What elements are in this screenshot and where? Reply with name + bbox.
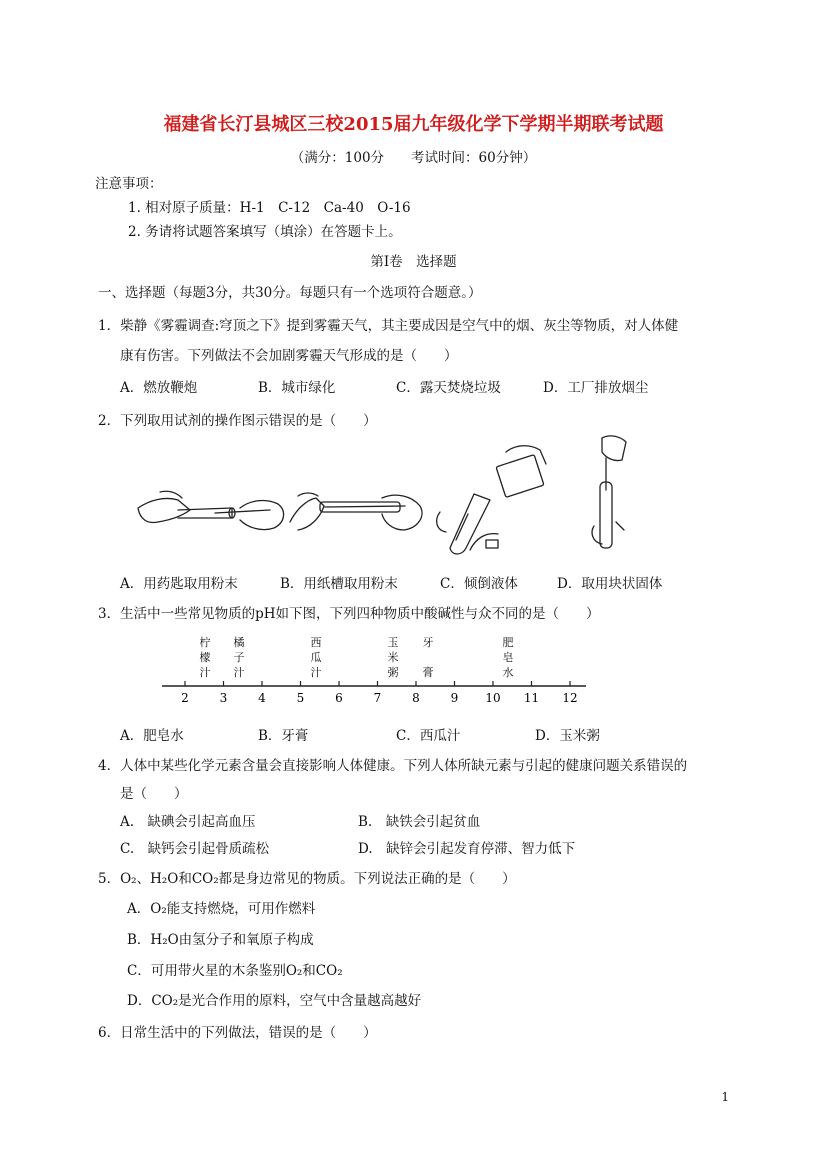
section-heading: 一、选择题（每题3分，共30分。每题只有一个选项符合题意。） xyxy=(98,285,482,301)
ph-tick-label: 5 xyxy=(296,691,305,705)
q1-stem-line1: 1．柴静《雾霾调查:穹顶之下》提到雾霾天气，其主要成因是空气中的烟、灰尘等物质，对人体健 xyxy=(98,318,679,334)
label-toothpaste xyxy=(423,636,434,679)
q2-option-a: A．用药匙取用粉末 xyxy=(120,576,238,592)
svg-text:汁: 汁 xyxy=(233,666,245,679)
q2-stem: 2．下列取用试剂的操作图示错误的是（ ） xyxy=(98,413,377,429)
page-number: 1 xyxy=(721,1090,729,1104)
label-watermelon-juice xyxy=(311,636,322,679)
q3-option-a: A．肥皂水 xyxy=(120,728,184,744)
svg-text:汁: 汁 xyxy=(310,666,322,679)
label-orange-juice xyxy=(234,635,245,679)
q1-option-c: C．露天焚烧垃圾 xyxy=(396,380,501,396)
q5-option-d: D．CO₂是光合作用的原料，空气中含量越高越好 xyxy=(127,993,422,1009)
q1-option-b: B．城市绿化 xyxy=(258,380,336,396)
svg-text:膏: 膏 xyxy=(422,666,434,679)
ph-tick-label: 10 xyxy=(485,691,501,705)
figure-c-pouring xyxy=(437,446,546,554)
label-corn-porridge xyxy=(388,636,399,679)
ph-tick-label: 2 xyxy=(181,691,189,705)
notice-heading: 注意事项： xyxy=(95,176,163,192)
ph-tick-label: 7 xyxy=(373,691,382,705)
ph-tick-label: 4 xyxy=(258,691,266,705)
ph-ticks xyxy=(181,681,577,705)
figure-d-block-solid xyxy=(592,436,626,548)
label-lemon-juice xyxy=(200,635,211,679)
svg-text:肥: 肥 xyxy=(502,636,514,649)
svg-text:西: 西 xyxy=(310,636,322,649)
svg-text:水: 水 xyxy=(502,666,514,679)
exam-info: （满分：100分 考试时间：60分钟） xyxy=(290,150,537,166)
svg-text:檬: 檬 xyxy=(199,651,211,664)
page-title: 福建省长汀县城区三校2015届九年级化学下学期半期联考试题 xyxy=(163,114,664,135)
q2-option-c: C．倾倒液体 xyxy=(440,576,518,592)
svg-text:瓜: 瓜 xyxy=(310,651,322,664)
q6-stem: 6．日常生活中的下列做法，错误的是（ ） xyxy=(98,1025,377,1041)
q5-stem: 5．O₂、H₂O和CO₂都是身边常见的物质。下列说法正确的是（ ） xyxy=(98,871,516,887)
ph-tick-label: 11 xyxy=(523,691,540,705)
q1-option-a: A．燃放鞭炮 xyxy=(120,380,198,396)
q2-option-b: B．用纸槽取用粉末 xyxy=(280,576,398,592)
q4-option-b: B. 缺铁会引起贫血 xyxy=(358,814,481,830)
figure-b-paper-trough xyxy=(290,493,422,530)
svg-text:米: 米 xyxy=(387,651,399,664)
label-soap-water xyxy=(503,636,514,679)
ph-tick-label: 12 xyxy=(562,691,578,705)
svg-text:牙: 牙 xyxy=(422,636,434,649)
notice-item-1: 1. 相对原子质量：H-1 C-12 Ca-40 O-16 xyxy=(128,200,411,216)
q3-stem: 3．生活中一些常见物质的pH如下图，下列四种物质中酸碱性与众不同的是（ ） xyxy=(98,606,600,622)
svg-text:玉: 玉 xyxy=(387,636,399,649)
svg-text:粥: 粥 xyxy=(387,666,399,679)
notice-item-2: 2. 务请将试题答案填写（填涂）在答题卡上。 xyxy=(128,224,402,240)
q3-option-d: D．玉米粥 xyxy=(535,728,600,744)
q4-option-a: A. 缺碘会引起高血压 xyxy=(120,814,256,830)
q5-option-c: C．可用带火星的木条鉴别O₂和CO₂ xyxy=(127,963,343,979)
q4-stem-line1: 4．人体中某些化学元素含量会直接影响人体健康。下列人体所缺元素与引起的健康问题关系错误的 xyxy=(98,758,688,774)
q5-option-a: A．O₂能支持燃烧，可用作燃料 xyxy=(127,901,316,917)
ph-scale xyxy=(150,630,600,712)
part-heading: 第Ⅰ卷 选择题 xyxy=(370,254,457,270)
ph-tick-label: 3 xyxy=(219,691,228,705)
q1-stem-line2: 康有伤害。下列做法不会加剧雾霾天气形成的是（ ） xyxy=(120,348,458,364)
q2-illustrations xyxy=(120,430,650,560)
q2-option-d: D．取用块状固体 xyxy=(557,576,663,592)
q3-option-c: C．西瓜汁 xyxy=(396,728,461,744)
ph-tick-label: 8 xyxy=(412,691,420,705)
svg-text:子: 子 xyxy=(233,651,245,664)
q4-option-d: D. 缺锌会引起发育停滞、智力低下 xyxy=(358,841,576,857)
figure-a-spoon xyxy=(138,491,284,529)
svg-text:柠: 柠 xyxy=(199,636,211,649)
ph-tick-label: 6 xyxy=(335,691,343,705)
q3-option-b: B．牙膏 xyxy=(258,728,309,744)
svg-text:皂: 皂 xyxy=(502,651,514,664)
q4-option-c: C. 缺钙会引起骨质疏松 xyxy=(120,841,270,857)
q5-option-b: B．H₂O由氢分子和氧原子构成 xyxy=(127,932,314,948)
svg-text:橘: 橘 xyxy=(233,636,245,649)
q1-option-d: D．工厂排放烟尘 xyxy=(543,380,649,396)
svg-text:汁: 汁 xyxy=(199,666,211,679)
ph-tick-label: 9 xyxy=(450,691,459,705)
q4-stem-line2: 是（ ） xyxy=(120,786,188,802)
